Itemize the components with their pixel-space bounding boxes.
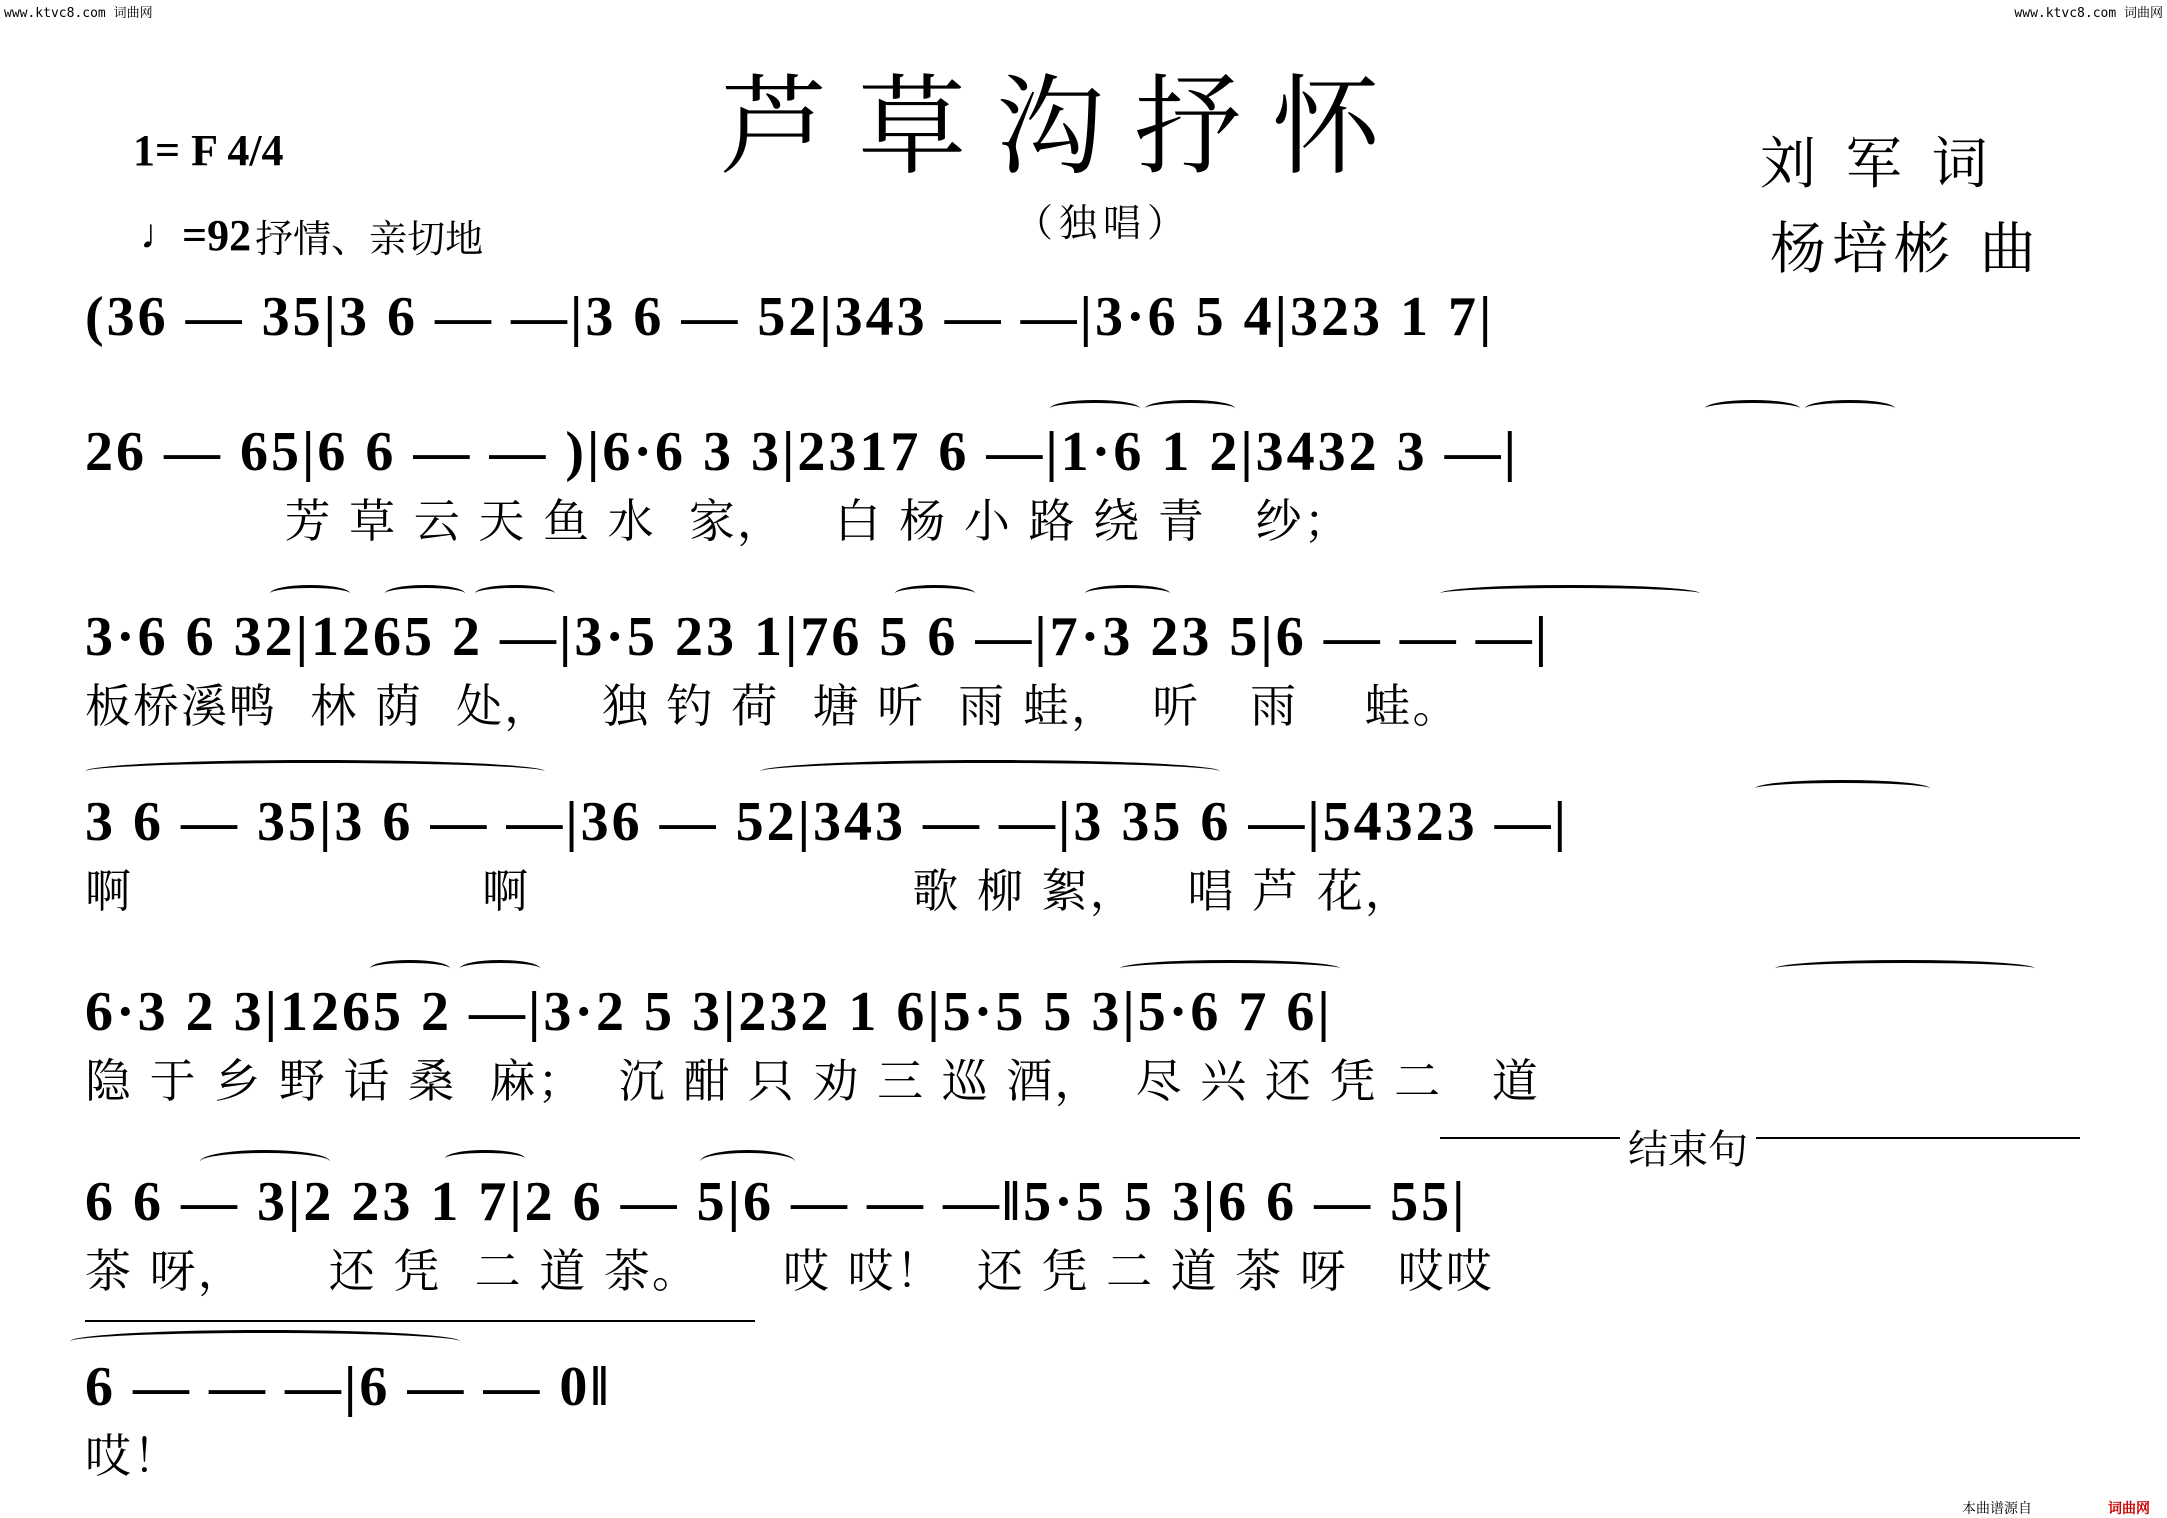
key-signature: 1= F 4/4 — [133, 126, 284, 175]
notation-row-2: 26 — 65|6 6 — — )|6·6 3 3|2317 6 —|1·6 1 2|3432 3 —| — [85, 421, 1519, 483]
footer-source: 本曲谱源自 — [1962, 1501, 2032, 1517]
lyrics-row-3: 板桥溪鸭 林 荫 处， 独 钓 荷 塘 听 雨 蛙， 听 雨 蛙。 — [85, 679, 1461, 733]
notation-row-3: 3·6 6 32|1265 2 —|3·5 23 1|76 5 6 —|7·3 23 5|6 — — —| — [85, 606, 1551, 668]
notation-row-5: 6·3 2 3|1265 2 —|3·2 5 3|232 1 6|5·5 5 3|5·6 7 6| — [85, 981, 1333, 1043]
song-title: 芦草沟抒怀 — [720, 65, 1411, 190]
notation-row-6: 6 6 — 3|2 23 1 7|2 6 — 5|6 — — —‖5·5 5 3|6 6 — 55| — [85, 1171, 1468, 1233]
watermark-left: www.ktvc8.com 词曲网 — [4, 6, 153, 21]
ending-phrase-label: 结束句 — [1620, 1118, 1756, 1175]
song-subtitle: （独唱） — [1015, 201, 1192, 245]
tempo-marking — [140, 205, 483, 265]
expression-text: 抒情、亲切地 — [255, 216, 484, 261]
notation-row-7: 6 — — —|6 — — 0‖ — [85, 1356, 612, 1418]
notation-row-1: (36 — 35|3 6 — —|3 6 — 52|343 — —|3·6 5 4|323 1 7| — [85, 286, 1495, 348]
lyrics-row-7: 哎！ — [85, 1429, 181, 1483]
composer-credit: 杨培彬 曲 — [1770, 217, 2042, 282]
lyrics-row-6: 茶 呀， 还 凭 二 道 茶。 哎 哎！ 还 凭 二 道 茶 呀 哎哎 — [85, 1244, 1494, 1298]
footer-site-link[interactable]: 词曲网 — [2108, 1501, 2150, 1517]
lyricist-credit: 刘 军 词 — [1760, 132, 1994, 197]
quarter-note-icon: ♩ — [140, 212, 182, 258]
tempo-value: =92 — [182, 210, 252, 260]
lyrics-row-5: 隐 于 乡 野 话 桑 麻； 沉 酣 只 劝 三 巡 酒， 尽 兴 还 凭 二 道 — [85, 1054, 1540, 1108]
lyrics-row-4: 啊 啊 歌 柳 絮， 唱 芦 花， — [85, 864, 1413, 918]
lyrics-row-2: 芳 草 云 天 鱼 水 家， 白 杨 小 路 绕 青 纱； — [85, 494, 1352, 548]
watermark-right: www.ktvc8.com 词曲网 — [2014, 6, 2163, 21]
notation-row-4: 3 6 — 35|3 6 — —|36 — 52|343 — —|3 35 6 —|54323 —| — [85, 791, 1569, 853]
